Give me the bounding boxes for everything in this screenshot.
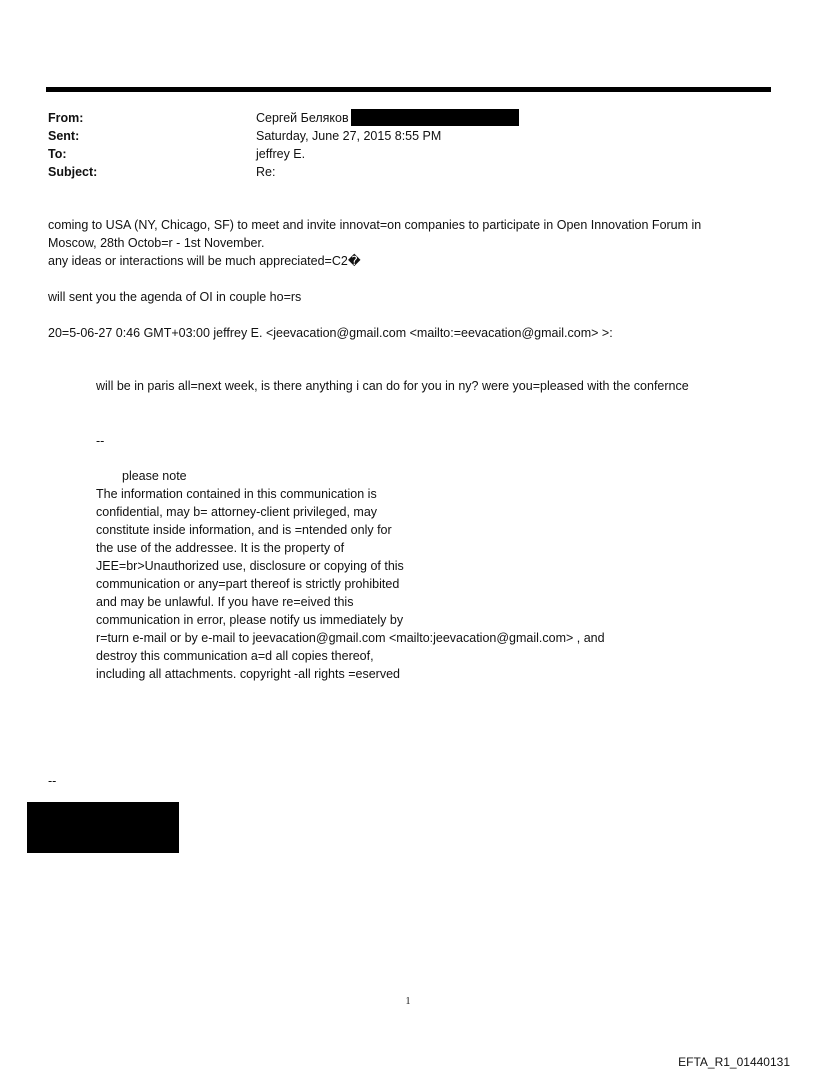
subject-value: Re: [256, 165, 276, 179]
sent-row [48, 127, 748, 145]
body-line-2: Moscow, 28th Octob=r - 1st November. [48, 236, 265, 250]
from-value [256, 109, 519, 127]
quoted-message: will be in paris all=next week, is there anything i can do for you in ny? were you=pleased with the confernce [96, 379, 689, 393]
disclaimer-line: communication or any=part thereof is strictly prohibited [96, 577, 400, 591]
disclaimer-line: and may be unlawful. If you have re=eived this [96, 595, 354, 609]
body-line-4: will sent you the agenda of OI in couple ho=rs [48, 290, 302, 304]
disclaimer-line: JEE=br>Unauthorized use, disclosure or copying of this [96, 559, 404, 573]
to-label: To: [48, 147, 67, 161]
disclaimer-line: the use of the addressee. It is the property of [96, 541, 345, 555]
document-id: EFTA_R1_01440131 [678, 1055, 790, 1069]
header-rule [46, 87, 771, 92]
note-title: please note [122, 469, 187, 483]
disclaimer-line: destroy this communication a=d all copies thereof, [96, 649, 374, 663]
sent-value: Saturday, June 27, 2015 8:55 PM [256, 129, 442, 143]
body-line-3: any ideas or interactions will be much appreciated=C2� [48, 254, 361, 268]
from-label: From: [48, 111, 84, 125]
disclaimer-line: communication in error, please notify us immediately by [96, 613, 404, 627]
to-value: jeffrey E. [256, 147, 306, 161]
body-line-1: coming to USA (NY, Chicago, SF) to meet and invite innovat=on companies to participate in Open Innovation Forum in [48, 218, 702, 232]
page-number: 1 [405, 996, 411, 1007]
from-row [48, 109, 748, 127]
subject-row [48, 163, 748, 181]
signature-dash: -- [48, 774, 57, 788]
email-header [48, 109, 748, 181]
sent-label: Sent: [48, 129, 80, 143]
disclaimer-line: constitute inside information, and is =ntended only for [96, 523, 392, 537]
disclaimer-line: including all attachments. copyright -all rights =eserved [96, 667, 400, 681]
redaction-bar [351, 109, 519, 126]
subject-label: Subject: [48, 165, 98, 179]
disclaimer-line: r=turn e-mail or by e-mail to jeevacation@gmail.com <mailto:jeevacation@gmail.com> , and [96, 631, 605, 645]
to-row [48, 145, 748, 163]
disclaimer-line: The information contained in this communication is [96, 487, 377, 501]
from-name: Сергей Беляков [256, 111, 349, 125]
disclaimer-line: confidential, may b= attorney-client privileged, may [96, 505, 378, 519]
quoted-sig-dash: -- [96, 434, 105, 448]
redaction-block [27, 802, 179, 853]
reply-header: 20=5-06-27 0:46 GMT+03:00 jeffrey E. <jeevacation@gmail.com <mailto:=eevacation@gmail.com> >: [48, 326, 613, 340]
